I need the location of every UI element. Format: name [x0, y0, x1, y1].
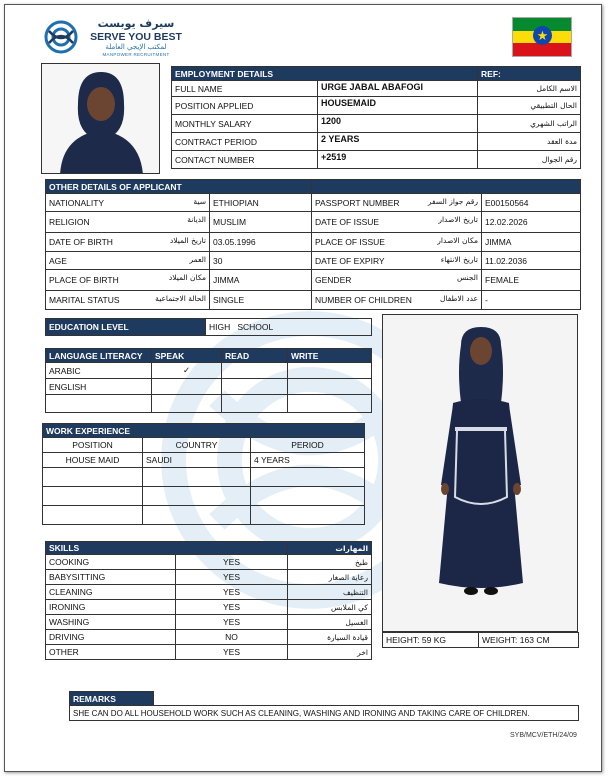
employment-arabic-label: الحال التطبيقي [478, 97, 581, 115]
employment-row [172, 81, 581, 97]
work-column-header: POSITION [43, 438, 143, 453]
work-period [251, 468, 365, 487]
skill-name: BABYSITTING [46, 570, 176, 585]
other-label-left [46, 194, 210, 212]
work-country [143, 487, 251, 506]
logo-arabic-sub: لمكتب الإيجي العاملة [105, 43, 167, 51]
remarks-text: SHE CAN DO ALL HOUSEHOLD WORK SUCH AS CLEANING, WASHING AND IRONING AND TAKING CARE OF CHILDREN. [70, 706, 579, 721]
work-row [43, 468, 365, 487]
other-label-right [312, 212, 482, 233]
employment-value: 2 YEARS [318, 133, 478, 151]
work-position [43, 506, 143, 525]
work-row [43, 487, 365, 506]
other-label-en: DATE OF BIRTH [49, 237, 113, 247]
company-logo [43, 17, 193, 59]
education-label: EDUCATION LEVEL [46, 319, 206, 336]
other-label-ar: عدد الاطفال [440, 294, 479, 303]
other-label-ar: تاريخ الميلاد [169, 236, 206, 245]
other-label-left [46, 233, 210, 252]
ethiopia-flag-icon [512, 17, 572, 57]
skill-name: CLEANING [46, 585, 176, 600]
employment-value: 1200 [318, 115, 478, 133]
work-column-header: PERIOD [251, 438, 365, 453]
language-row [46, 379, 372, 395]
employment-label: FULL NAME [172, 81, 318, 97]
other-label-right [312, 252, 482, 270]
logo-arabic-name: سيرف يوبست [97, 17, 175, 30]
logo-subtitle: MANPOWER RECRUITMENT [102, 52, 170, 57]
language-row [46, 363, 372, 379]
other-details-table [45, 179, 581, 310]
language-read [222, 395, 288, 413]
language-row [46, 395, 372, 413]
skill-arabic-name: اخر [288, 645, 372, 660]
other-details-row [46, 212, 581, 233]
employment-value: +2519 [318, 151, 478, 169]
other-label-right [312, 291, 482, 310]
other-value-right: JIMMA [482, 233, 581, 252]
other-label-en: GENDER [315, 275, 352, 285]
other-value-right: FEMALE [482, 270, 581, 291]
work-position [43, 468, 143, 487]
skill-name: COOKING [46, 555, 176, 570]
skill-row [46, 600, 372, 615]
education-value: HIGH SCHOOL [206, 319, 372, 336]
other-value-left: ETHIOPIAN [210, 194, 312, 212]
work-period [251, 506, 365, 525]
skill-row [46, 570, 372, 585]
skill-value: YES [176, 585, 288, 600]
employment-row [172, 115, 581, 133]
employment-label: POSITION APPLIED [172, 97, 318, 115]
ref-label: REF: [478, 67, 581, 81]
cv-page [4, 4, 602, 772]
employment-details-header: EMPLOYMENT DETAILS [172, 67, 478, 81]
other-label-ar: سية [193, 197, 206, 206]
skill-arabic-name: رعاية الصغار [288, 570, 372, 585]
skill-name: DRIVING [46, 630, 176, 645]
other-label-en: AGE [49, 255, 67, 266]
work-position [43, 487, 143, 506]
other-value-left: MUSLIM [210, 212, 312, 233]
other-value-left: JIMMA [210, 270, 312, 291]
language-write [288, 363, 372, 379]
language-name: ENGLISH [46, 379, 152, 395]
height-value: HEIGHT: 59 KG [383, 633, 479, 648]
skill-name: WASHING [46, 615, 176, 630]
skill-value: YES [176, 570, 288, 585]
other-label-ar: العمر [189, 255, 206, 264]
other-label-en: MARITAL STATUS [49, 295, 120, 305]
employment-value: HOUSEMAID [318, 97, 478, 115]
skill-arabic-name: طبخ [288, 555, 372, 570]
other-label-en: DATE OF ISSUE [315, 217, 380, 227]
other-details-row [46, 194, 581, 212]
logo-knot-icon [43, 19, 79, 55]
language-name: ARABIC [46, 363, 152, 379]
language-read [222, 363, 288, 379]
other-label-en: PASSPORT NUMBER [315, 197, 400, 208]
education-table [45, 318, 372, 336]
other-details-row [46, 291, 581, 310]
employment-row [172, 151, 581, 169]
work-position: HOUSE MAID [43, 453, 143, 468]
other-label-left [46, 291, 210, 310]
other-label-ar: الحالة الاجتماعية [155, 294, 206, 303]
other-label-right [312, 194, 482, 212]
other-label-right [312, 270, 482, 291]
other-value-right: 12.02.2026 [482, 212, 581, 233]
other-label-right [312, 233, 482, 252]
other-label-ar: تاريخ الاصدار [438, 215, 479, 224]
language-column-header: LANGUAGE LITERACY [46, 349, 152, 363]
flag-red-band [513, 43, 571, 56]
document-code: SYB/MCV/ETH/24/09 [510, 732, 577, 739]
work-period [251, 487, 365, 506]
other-label-en: NATIONALITY [49, 197, 105, 208]
language-column-header: WRITE [288, 349, 372, 363]
skill-name: IRONING [46, 600, 176, 615]
logo-english-name: SERVE YOU BEST [90, 31, 182, 43]
portrait-person-icon [42, 64, 160, 174]
other-label-en: PLACE OF ISSUE [315, 237, 385, 247]
weight-value: WEIGHT: 163 CM [479, 633, 579, 648]
remarks-blank-line [70, 721, 579, 732]
other-label-en: RELIGION [49, 217, 90, 227]
other-value-right: 11.02.2036 [482, 252, 581, 270]
other-label-left [46, 270, 210, 291]
other-details-header: OTHER DETAILS OF APPLICANT [46, 180, 312, 194]
work-column-header: COUNTRY [143, 438, 251, 453]
skills-header: SKILLS [46, 542, 288, 555]
skill-arabic-name: الغسيل [288, 615, 372, 630]
employment-label: CONTRACT PERIOD [172, 133, 318, 151]
flag-yellow-band [513, 27, 571, 44]
other-label-en: PLACE OF BIRTH [49, 275, 119, 285]
work-period: 4 YEARS [251, 453, 365, 468]
employment-label: MONTHLY SALARY [172, 115, 318, 133]
other-details-header-blank [312, 180, 581, 194]
employment-arabic-label: الراتب الشهري [478, 115, 581, 133]
applicant-full-photo [382, 314, 578, 632]
remarks-header-blank [154, 692, 579, 706]
skill-name: OTHER [46, 645, 176, 660]
other-label-en: DATE OF EXPIRY [315, 255, 385, 266]
work-row [43, 453, 365, 468]
other-label-ar: مكان الميلاد [168, 273, 206, 282]
work-experience-header-blank [251, 424, 365, 438]
other-label-en: NUMBER OF CHILDREN [315, 295, 412, 305]
skill-arabic-name: قيادة السيارة [288, 630, 372, 645]
language-column-header: READ [222, 349, 288, 363]
skill-row [46, 645, 372, 660]
skills-header-arabic: المهارات [288, 542, 372, 555]
work-row [43, 506, 365, 525]
language-table [45, 348, 372, 413]
other-details-row [46, 233, 581, 252]
language-write [288, 395, 372, 413]
other-label-ar: مكان الاصدار [437, 236, 479, 245]
work-country: SAUDI [143, 453, 251, 468]
language-read [222, 379, 288, 395]
remarks-table [69, 691, 579, 732]
other-value-left: 30 [210, 252, 312, 270]
skill-arabic-name: كي الملابس [288, 600, 372, 615]
language-name [46, 395, 152, 413]
remarks-header: REMARKS [70, 692, 154, 706]
other-label-ar: الديانة [187, 215, 206, 224]
employment-details-table [171, 66, 581, 169]
employment-arabic-label: مدة العقد [478, 133, 581, 151]
skill-row [46, 585, 372, 600]
employment-arabic-label: الاسم الكامل [478, 81, 581, 97]
language-speak: ✓ [152, 363, 222, 379]
language-column-header: SPEAK [152, 349, 222, 363]
other-label-ar: رقم جواز السفر [427, 197, 479, 206]
other-label-ar: الجنس [456, 273, 479, 282]
employment-row [172, 133, 581, 151]
employment-row [172, 97, 581, 115]
skill-row [46, 615, 372, 630]
skill-row [46, 630, 372, 645]
skill-value: YES [176, 555, 288, 570]
employment-label: CONTACT NUMBER [172, 151, 318, 169]
other-value-right: E00150564 [482, 194, 581, 212]
employment-value: URGE JABAL ABAFOGI [318, 81, 478, 97]
skill-value: YES [176, 645, 288, 660]
work-experience-header: WORK EXPERIENCE [43, 424, 251, 438]
work-country [143, 468, 251, 487]
flag-emblem-icon: ★ [533, 26, 552, 45]
full-body-person-icon [383, 315, 578, 632]
skill-arabic-name: التنظيف [288, 585, 372, 600]
skill-value: NO [176, 630, 288, 645]
other-details-row [46, 270, 581, 291]
other-value-left: SINGLE [210, 291, 312, 310]
work-country [143, 506, 251, 525]
measurements-table [382, 632, 579, 648]
applicant-portrait [41, 63, 160, 174]
skill-row [46, 555, 372, 570]
language-write [288, 379, 372, 395]
other-label-ar: تاريخ الانتهاء [440, 255, 479, 264]
other-value-right: - [482, 291, 581, 310]
skill-value: YES [176, 615, 288, 630]
language-speak [152, 379, 222, 395]
other-label-left [46, 212, 210, 233]
work-experience-table [42, 423, 365, 525]
skill-value: YES [176, 600, 288, 615]
other-label-left [46, 252, 210, 270]
skills-table [45, 541, 372, 660]
employment-arabic-label: رقم الجوال [478, 151, 581, 169]
other-value-left: 03.05.1996 [210, 233, 312, 252]
language-speak [152, 395, 222, 413]
other-details-row [46, 252, 581, 270]
